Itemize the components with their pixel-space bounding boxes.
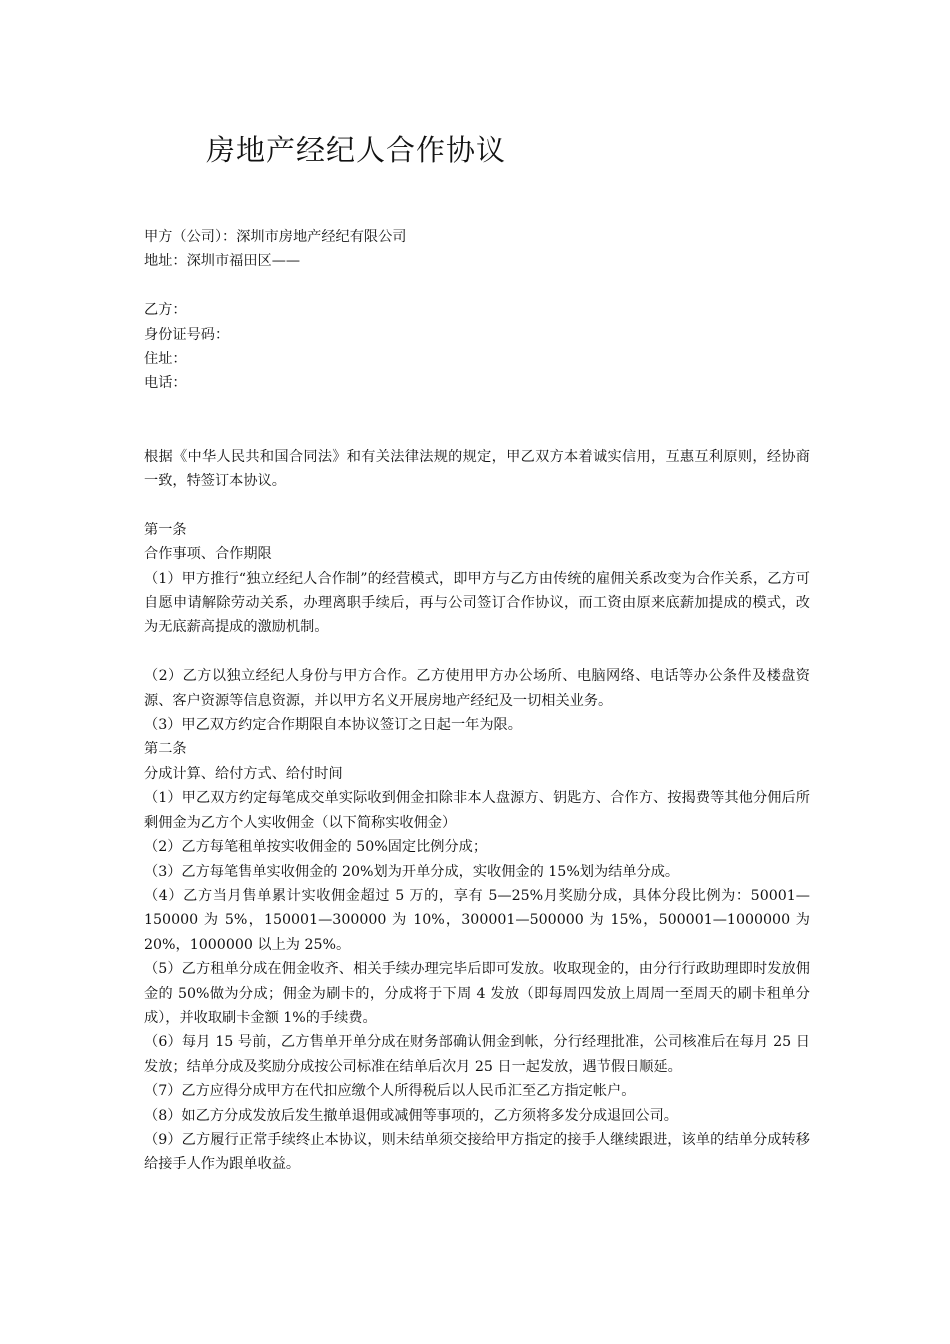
spacer (144, 396, 810, 445)
party-b-line: 乙方： (144, 302, 187, 319)
article-2-clause-9: （9）乙方履行正常手续终止本协议，则未结单须交接给甲方指定的接手人继续跟进，该单的结单分成转移给接手人作为跟单收益。 (144, 1131, 810, 1173)
article-2-clause-4: （4）乙方当月售单累计实收佣金超过 5 万的，享有 5—25%月奖励分成，具体分段比例为：50001—150000 为 5%，150001—300000 为 10%，300001—500000 为 15%，500001—1000000 为 20%，1000000 以上为 25%。 (144, 887, 810, 953)
residence-line: 住址： (144, 351, 187, 368)
article-2-heading: 第二条 (144, 741, 187, 758)
spacer (144, 493, 810, 517)
spacer (144, 274, 810, 298)
article-2-subheading: 分成计算、给付方式、给付时间 (144, 765, 343, 782)
article-1-heading: 第一条 (144, 521, 187, 538)
document-title: 房地产经纪人合作协议 (206, 133, 507, 167)
article-2-clause-3: （3）乙方每笔售单实收佣金的 20%划为开单分成，实收佣金的 15%划为结单分成。 (144, 863, 680, 880)
article-2-clause-8: （8）如乙方分成发放后发生撤单退佣或减佣等事项的，乙方须将多发分成退回公司。 (144, 1107, 678, 1124)
article-1-subheading: 合作事项、合作期限 (144, 546, 272, 563)
phone-line: 电话： (144, 375, 187, 392)
document-body (144, 225, 810, 1177)
id-number-line: 身份证号码： (144, 326, 230, 343)
party-a-line: 甲方（公司）：深圳市房地产经纪有限公司 (144, 229, 407, 245)
article-2-clause-2: （2）乙方每笔租单按实收佣金的 50%固定比例分成； (144, 839, 488, 856)
spacer (144, 640, 810, 664)
article-2-clause-6: （6）每月 15 号前，乙方售单开单分成在财务部确认佣金到帐，分行经理批准，公司核准后在每月 25 日发放；结单分成及奖励分成按公司标准在结单后次月 25 日一起发放，遇节假日顺延。 (144, 1034, 810, 1075)
party-a-address: 地址：深圳市福田区—— (144, 253, 301, 270)
article-1-clause-3: （3）甲乙双方约定合作期限自本协议签订之日起一年为限。 (144, 717, 522, 734)
article-2-clause-7: （7）乙方应得分成甲方在代扣应缴个人所得税后以人民币汇至乙方指定帐户。 (144, 1083, 636, 1100)
article-2-clause-1: （1）甲乙双方约定每笔成交单实际收到佣金扣除非本人盘源方、钥匙方、合作方、按揭费等其他分佣后所剩佣金为乙方个人实收佣金（以下简称实收佣金） (144, 790, 810, 831)
article-1-clause-2: （2）乙方以独立经纪人身份与甲方合作。乙方使用甲方办公场所、电脑网络、电话等办公条件及楼盘资源、客户资源等信息资源，并以甲方名义开展房地产经纪及一切相关业务。 (144, 668, 810, 709)
article-1-clause-1: （1）甲方推行“独立经纪人合作制”的经营模式，即甲方与乙方由传统的雇佣关系改变为合作关系，乙方可自愿申请解除劳动关系，办理离职手续后，再与公司签订合作协议，而工资由原来底薪加提成的模式，改为无底薪高提成的激励机制。 (144, 570, 810, 636)
preamble-paragraph: 根据《中华人民共和国合同法》和有关法律法规的规定，甲乙双方本着诚实信用，互惠互利原则，经协商一致，特签订本协议。 (144, 448, 810, 490)
article-2-clause-5: （5）乙方租单分成在佣金收齐、相关手续办理完毕后即可发放。收取现金的，由分行行政助理即时发放佣金的 50%做为分成；佣金为刷卡的，分成将于下周 4 发放（即每周四发放上周周一至周天的刷卡租单分成），并收取刷卡金额 1%的手续费。 (144, 961, 810, 1026)
